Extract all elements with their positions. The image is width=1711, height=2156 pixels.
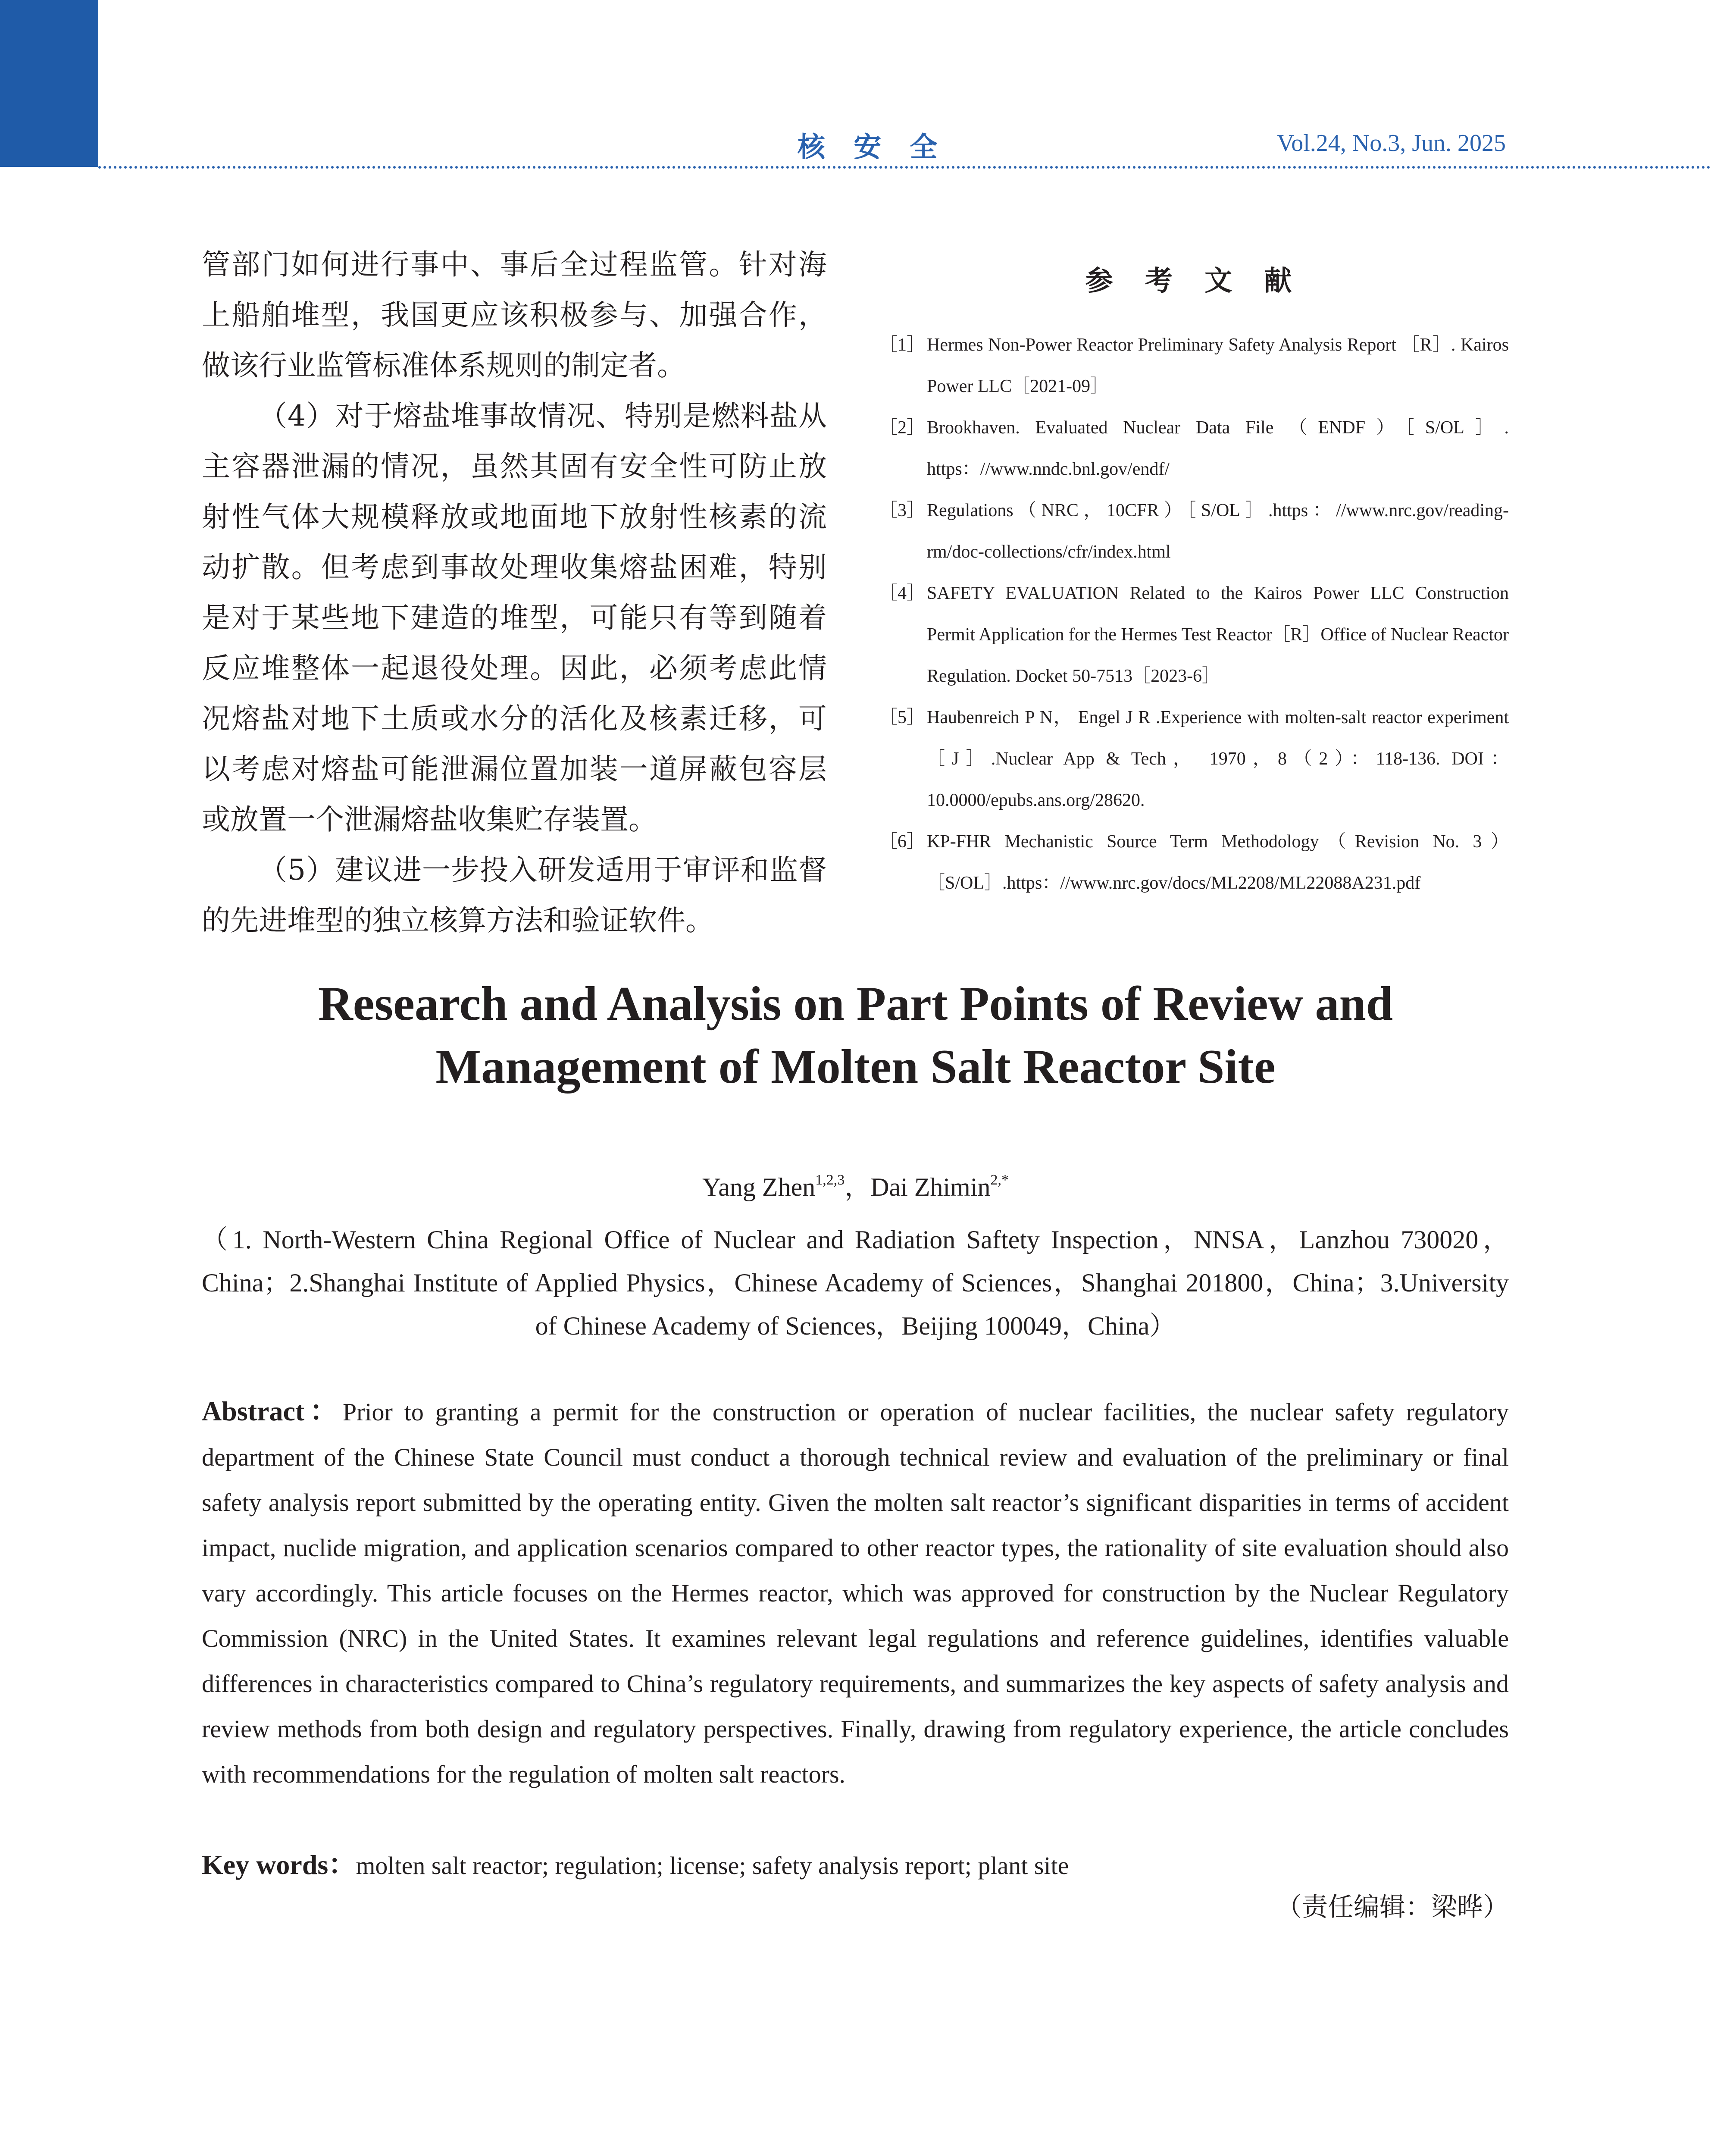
body-paragraph: （4）对于熔盐堆事故情况、特别是燃料盐从主容器泄漏的情况，虽然其固有安全性可防止放射性气体大规模释放或地面地下放射性核素的流动扩散。但考虑到事故处理收集熔盐困难，特别是对于某些地下建造的堆型，可能只有等到随着反应堆整体一起退役处理。因此，必须考虑此情况熔盐对地下土质或水分的活化及核素迁移，可以考虑对熔盐可能泄漏位置加装一道屏蔽包容层或放置一个泄漏熔盐收集贮存装置。 bbox=[202, 399, 827, 836]
header-divider bbox=[98, 166, 1711, 169]
body-paragraph: （5）建议进一步投入研发适用于审评和监督的先进堆型的独立核算方法和验证软件。 bbox=[202, 853, 827, 937]
author-line bbox=[0, 1166, 1711, 1203]
reference-text: KP-FHR Mechanistic Source Term Methodology（Revision No. 3）［S/OL］.https：//www.nrc.gov/docs/ML2208/ML22088A231.pdf bbox=[927, 832, 1509, 893]
reference-number: ［1］ bbox=[879, 335, 925, 355]
abstract bbox=[202, 1388, 1509, 1797]
reference-number: ［6］ bbox=[879, 832, 925, 852]
reference-number: ［3］ bbox=[879, 501, 925, 520]
author-separator: ， bbox=[845, 1173, 871, 1201]
reference-text: Brookhaven. Evaluated Nuclear Data File （ENDF）［S/OL］. https：//www.nndc.bnl.gov/endf/ bbox=[927, 418, 1509, 479]
reference-list bbox=[879, 324, 1509, 904]
author-affiliation-mark: 2,* bbox=[990, 1172, 1009, 1188]
reference-item bbox=[879, 697, 1509, 821]
abstract-label: Abstract： bbox=[202, 1396, 343, 1426]
reference-text: Hermes Non-Power Reactor Preliminary Safety Analysis Report ［R］. Kairos Power LLC［2021-09］ bbox=[927, 335, 1509, 396]
volume-info: Vol.24, No.3, Jun. 2025 bbox=[1276, 130, 1506, 157]
reference-text: Regulations（NRC，10CFR）［S/OL］.https：//www.nrc.gov/reading-rm/doc-collections/cfr/index.html bbox=[927, 501, 1509, 562]
reference-number: ［2］ bbox=[879, 418, 925, 438]
affiliations: （1. North-Western China Regional Office of Nuclear and Radiation Saftety Inspection，NNSA，Lanzhou 730020，China；2.Shanghai Institute of Applied Physics，Chinese Academy of Sciences，Shanghai 201800，China；3.University of Chinese Academy of Sciences，Beijing 100049，China） bbox=[202, 1225, 1509, 1340]
body-paragraph: 管部门如何进行事中、事后全过程监管。针对海上船舶堆型，我国更应该积极参与、加强合作，做该行业监管标准体系规则的制定者。 bbox=[202, 248, 827, 382]
english-title-line: Research and Analysis on Part Points of Review and bbox=[318, 977, 1393, 1031]
references-section bbox=[879, 259, 1509, 904]
left-text-column bbox=[202, 239, 827, 946]
responsible-editor: （责任编辑：梁晔） bbox=[1276, 1892, 1509, 1922]
references-title: 参 考 文 献 bbox=[1085, 265, 1303, 297]
keywords bbox=[202, 1842, 1509, 1888]
reference-item bbox=[879, 490, 1509, 573]
reference-item bbox=[879, 821, 1509, 904]
reference-item bbox=[879, 407, 1509, 490]
english-title bbox=[129, 972, 1582, 1098]
author-name: Yang Zhen bbox=[702, 1173, 816, 1201]
header-color-tab bbox=[0, 0, 98, 167]
english-title-line: Management of Molten Salt Reactor Site bbox=[435, 1040, 1276, 1094]
keywords-text: molten salt reactor; regulation; license; safety analysis report; plant site bbox=[356, 1852, 1069, 1880]
abstract-text: Prior to granting a permit for the construction or operation of nuclear facilities, the nuclear safety regulatory department of the Chinese State Council must conduct a thorough technical review and evaluation of the preliminary or final safety analysis report submitted by the operating entity. Given the molten salt reactor’s significant disparities in terms of accident impact, nuclide migration, and application scenarios compared to other reactor types, the rationality of site evaluation should also vary accordingly. This article focuses on the Hermes reactor, which was approved for construction by the Nuclear Regulatory Commission (NRC) in the United States. It examines relevant legal regulations and reference guidelines, identifies valuable differences in characteristics compared to China’s regulatory requirements, and summarizes the key aspects of safety analysis and review methods from both design and regulatory perspectives. Finally, drawing from regulatory experience, the article concludes with recommendations for the regulation of molten salt reactors. bbox=[202, 1398, 1509, 1788]
reference-text: Haubenreich P N， Engel J R .Experience with molten-salt reactor experiment［J］.Nuclear App & Tech， 1970，8（2）：118-136. DOI：10.0000/epubs.ans.org/28620. bbox=[927, 708, 1509, 810]
journal-name: 核 安 全 bbox=[798, 131, 947, 163]
reference-item bbox=[879, 573, 1509, 697]
author-affiliation-mark: 1,2,3 bbox=[815, 1172, 845, 1188]
reference-number: ［4］ bbox=[879, 583, 925, 603]
reference-item bbox=[879, 324, 1509, 407]
author-name: Dai Zhimin bbox=[870, 1173, 991, 1201]
reference-number: ［5］ bbox=[879, 708, 925, 727]
reference-text: SAFETY EVALUATION Related to the Kairos Power LLC Construction Permit Application for the Hermes Test Reactor［R］Office of Nuclear Reactor Regulation. Docket 50-7513［2023-6］ bbox=[927, 583, 1509, 686]
keywords-label: Key words： bbox=[202, 1849, 356, 1880]
